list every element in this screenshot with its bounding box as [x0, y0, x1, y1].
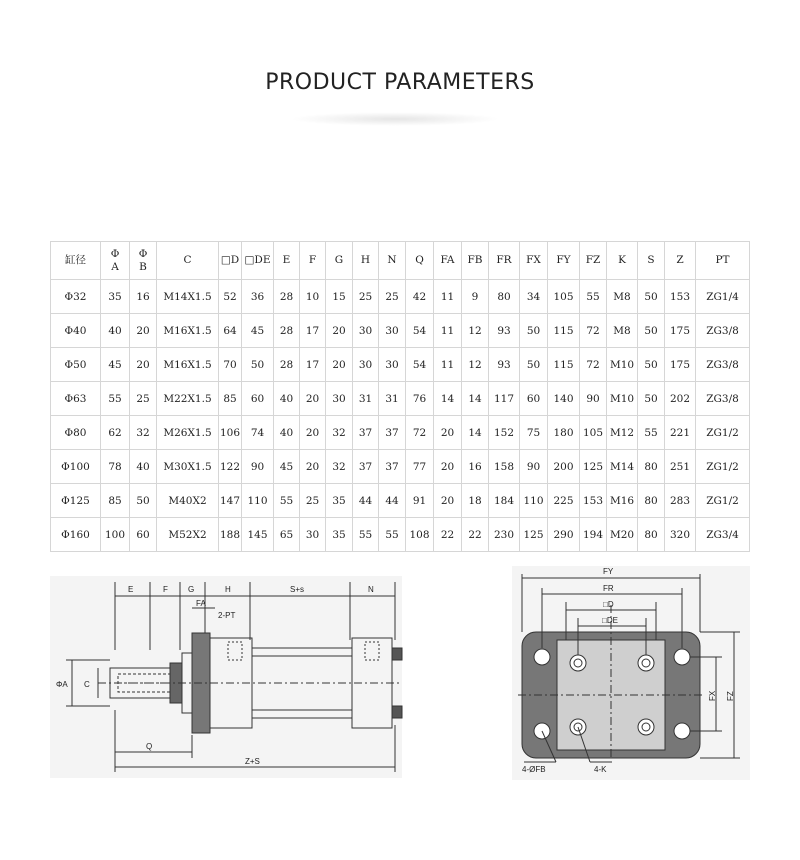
- table-cell: 28: [274, 348, 300, 382]
- table-cell: 115: [548, 314, 580, 348]
- table-cell: 11: [434, 314, 462, 348]
- table-cell: 17: [300, 314, 326, 348]
- table-cell: 9: [462, 280, 489, 314]
- table-cell: 31: [379, 382, 406, 416]
- table-cell: 184: [489, 484, 520, 518]
- column-header-label: H: [360, 254, 371, 266]
- table-cell: 74: [242, 416, 274, 450]
- table-row: [51, 280, 750, 314]
- column-header-label: Φ: [110, 247, 120, 260]
- table-cell: 52: [219, 280, 242, 314]
- table-cell: Φ32: [51, 280, 101, 314]
- column-header: [326, 242, 353, 280]
- dim-label-h: H: [225, 585, 231, 594]
- dim-label-e: E: [128, 585, 134, 594]
- table-cell: 153: [665, 280, 696, 314]
- table-cell: 30: [379, 348, 406, 382]
- table-cell: 188: [219, 518, 242, 552]
- table-cell: 20: [300, 416, 326, 450]
- table-cell: 72: [580, 314, 607, 348]
- table-cell: 36: [242, 280, 274, 314]
- table-cell: 225: [548, 484, 580, 518]
- column-header-label: 缸径: [65, 254, 86, 266]
- column-header: [607, 242, 638, 280]
- table-cell: 14: [462, 416, 489, 450]
- table-cell: M16X1.5: [157, 348, 219, 382]
- table-cell: M16: [607, 484, 638, 518]
- column-header-label: C: [183, 254, 192, 266]
- table-cell: M26X1.5: [157, 416, 219, 450]
- table-cell: 42: [406, 280, 434, 314]
- dim-label-g: G: [188, 585, 195, 594]
- table-cell: 115: [548, 348, 580, 382]
- column-header: [353, 242, 379, 280]
- table-cell: 55: [379, 518, 406, 552]
- table-cell: 44: [379, 484, 406, 518]
- table-row: [51, 314, 750, 348]
- column-header: [696, 242, 750, 280]
- table-cell: 31: [353, 382, 379, 416]
- table-cell: 40: [101, 314, 130, 348]
- table-cell: 50: [130, 484, 157, 518]
- table-cell: 65: [274, 518, 300, 552]
- table-cell: 85: [219, 382, 242, 416]
- table-cell: M10: [607, 382, 638, 416]
- table-cell: Φ80: [51, 416, 101, 450]
- column-header-label: FY: [556, 254, 571, 266]
- table-cell: 55: [101, 382, 130, 416]
- column-header: [462, 242, 489, 280]
- table-cell: 17: [300, 348, 326, 382]
- table-cell: Φ63: [51, 382, 101, 416]
- table-cell: 12: [462, 314, 489, 348]
- table-cell: M22X1.5: [157, 382, 219, 416]
- table-cell: 60: [130, 518, 157, 552]
- table-row: [51, 450, 750, 484]
- column-header-label: Φ: [138, 247, 148, 260]
- table-cell: 30: [300, 518, 326, 552]
- table-cell: 117: [489, 382, 520, 416]
- column-header-label: S: [647, 254, 655, 266]
- table-cell: 20: [434, 484, 462, 518]
- table-cell: ZG3/8: [696, 348, 750, 382]
- table-row: [51, 382, 750, 416]
- table-cell: 44: [353, 484, 379, 518]
- table-row: [51, 416, 750, 450]
- column-header-label: □DE: [244, 254, 271, 266]
- table-cell: 30: [326, 382, 353, 416]
- table-cell: 20: [130, 314, 157, 348]
- table-cell: 145: [242, 518, 274, 552]
- table-cell: 25: [300, 484, 326, 518]
- table-cell: ZG1/2: [696, 450, 750, 484]
- technical-drawings: [0, 560, 800, 790]
- table-cell: ZG1/2: [696, 484, 750, 518]
- table-cell: 50: [638, 314, 665, 348]
- column-header: [638, 242, 665, 280]
- table-cell: 90: [580, 382, 607, 416]
- table-cell: 22: [434, 518, 462, 552]
- table-cell: ZG3/4: [696, 518, 750, 552]
- table-cell: M14: [607, 450, 638, 484]
- column-header: [520, 242, 548, 280]
- column-header: [130, 242, 157, 280]
- column-header-label: G: [334, 254, 344, 266]
- table-cell: 100: [101, 518, 130, 552]
- table-cell: 55: [353, 518, 379, 552]
- table-cell: 283: [665, 484, 696, 518]
- table-cell: 93: [489, 314, 520, 348]
- column-header-label: PT: [715, 254, 730, 266]
- table-cell: 110: [242, 484, 274, 518]
- column-header: [665, 242, 696, 280]
- dim-label-s: S+s: [290, 585, 305, 594]
- table-cell: 55: [580, 280, 607, 314]
- table-cell: M8: [607, 280, 638, 314]
- dim-label-pt: 2-PT: [218, 611, 236, 620]
- table-row: [51, 348, 750, 382]
- table-cell: 110: [520, 484, 548, 518]
- dim-label-n: N: [368, 585, 374, 594]
- dim-label-d: □D: [603, 600, 614, 609]
- table-cell: 80: [489, 280, 520, 314]
- table-cell: 25: [130, 382, 157, 416]
- table-cell: 50: [638, 348, 665, 382]
- table-cell: 28: [274, 314, 300, 348]
- table-cell: 80: [638, 518, 665, 552]
- table-cell: 45: [274, 450, 300, 484]
- table-cell: Φ40: [51, 314, 101, 348]
- dim-label-fx: FX: [708, 690, 717, 701]
- table-cell: 37: [379, 416, 406, 450]
- table-cell: 50: [242, 348, 274, 382]
- table-cell: 20: [326, 314, 353, 348]
- table-cell: 40: [274, 382, 300, 416]
- dim-label-f: F: [163, 585, 168, 594]
- table-cell: 14: [434, 382, 462, 416]
- table-row: [51, 518, 750, 552]
- side-view-drawing: [50, 576, 402, 778]
- table-cell: 45: [101, 348, 130, 382]
- table-cell: M30X1.5: [157, 450, 219, 484]
- table-cell: 140: [548, 382, 580, 416]
- dim-label-a: ΦA: [56, 680, 68, 689]
- table-cell: 105: [580, 416, 607, 450]
- column-header-label: FR: [496, 254, 512, 266]
- table-cell: 12: [462, 348, 489, 382]
- table-cell: 202: [665, 382, 696, 416]
- table-cell: 11: [434, 348, 462, 382]
- table-cell: 64: [219, 314, 242, 348]
- table-cell: 32: [130, 416, 157, 450]
- table-header-row: [51, 242, 750, 280]
- table-cell: M16X1.5: [157, 314, 219, 348]
- table-cell: 80: [638, 450, 665, 484]
- dim-label-fa: FA: [196, 599, 206, 608]
- dim-label-z: Z+S: [245, 757, 260, 766]
- table-cell: 72: [580, 348, 607, 382]
- table-cell: 16: [130, 280, 157, 314]
- column-header-sublabel: B: [139, 260, 147, 273]
- table-cell: 158: [489, 450, 520, 484]
- column-header-label: FB: [467, 254, 483, 266]
- column-header: [580, 242, 607, 280]
- table-cell: M12: [607, 416, 638, 450]
- table-cell: 34: [520, 280, 548, 314]
- table-cell: M20: [607, 518, 638, 552]
- table-cell: 10: [300, 280, 326, 314]
- table-cell: 251: [665, 450, 696, 484]
- table-cell: 175: [665, 314, 696, 348]
- table-cell: 221: [665, 416, 696, 450]
- table-cell: 20: [130, 348, 157, 382]
- table-cell: M40X2: [157, 484, 219, 518]
- table-cell: 62: [101, 416, 130, 450]
- table-cell: 230: [489, 518, 520, 552]
- table-cell: 37: [353, 450, 379, 484]
- table-cell: Φ50: [51, 348, 101, 382]
- table-cell: 290: [548, 518, 580, 552]
- table-cell: 35: [326, 518, 353, 552]
- page-title: PRODUCT PARAMETERS: [265, 70, 535, 95]
- table-cell: Φ125: [51, 484, 101, 518]
- column-header-label: K: [618, 254, 626, 266]
- table-cell: 147: [219, 484, 242, 518]
- table-cell: 76: [406, 382, 434, 416]
- table-cell: 93: [489, 348, 520, 382]
- table-cell: 40: [130, 450, 157, 484]
- column-header-sublabel: A: [111, 260, 119, 273]
- table-cell: 77: [406, 450, 434, 484]
- dim-label-fr: FR: [603, 584, 614, 593]
- table-cell: 60: [242, 382, 274, 416]
- table-cell: 60: [520, 382, 548, 416]
- table-cell: 14: [462, 382, 489, 416]
- dim-label-fb: 4-ØFB: [522, 765, 546, 774]
- table-cell: Φ100: [51, 450, 101, 484]
- table-cell: 153: [580, 484, 607, 518]
- column-header-label: N: [387, 254, 397, 266]
- table-cell: 106: [219, 416, 242, 450]
- dim-label-fy: FY: [603, 567, 614, 576]
- table-cell: 50: [520, 314, 548, 348]
- column-header: [219, 242, 242, 280]
- table-cell: 28: [274, 280, 300, 314]
- table-cell: 80: [638, 484, 665, 518]
- table-cell: ZG1/2: [696, 416, 750, 450]
- table-cell: 11: [434, 280, 462, 314]
- table-cell: 30: [353, 314, 379, 348]
- table-cell: 30: [379, 314, 406, 348]
- table-cell: 122: [219, 450, 242, 484]
- table-cell: 18: [462, 484, 489, 518]
- table-cell: 55: [274, 484, 300, 518]
- table-cell: 25: [353, 280, 379, 314]
- column-header-label: E: [282, 254, 291, 266]
- title-underline-shadow: [290, 112, 500, 126]
- column-header: [300, 242, 326, 280]
- table-cell: 54: [406, 348, 434, 382]
- column-header-label: FX: [526, 254, 541, 266]
- table-cell: 125: [520, 518, 548, 552]
- table-cell: 20: [300, 450, 326, 484]
- column-header: [274, 242, 300, 280]
- table-cell: 54: [406, 314, 434, 348]
- column-header-label: Z: [676, 254, 684, 266]
- table-cell: 194: [580, 518, 607, 552]
- table-cell: ZG3/8: [696, 314, 750, 348]
- table-cell: 30: [353, 348, 379, 382]
- dim-label-q: Q: [146, 742, 153, 751]
- column-header-label: □D: [220, 254, 240, 266]
- table-cell: 15: [326, 280, 353, 314]
- table-cell: 72: [406, 416, 434, 450]
- table-cell: 20: [434, 450, 462, 484]
- table-cell: 32: [326, 416, 353, 450]
- table-cell: 125: [580, 450, 607, 484]
- table-cell: 22: [462, 518, 489, 552]
- dim-label-de: □DE: [602, 616, 618, 625]
- column-header: [379, 242, 406, 280]
- column-header: [157, 242, 219, 280]
- column-header: [406, 242, 434, 280]
- table-cell: M52X2: [157, 518, 219, 552]
- table-cell: 320: [665, 518, 696, 552]
- table-cell: 25: [379, 280, 406, 314]
- column-header-label: F: [308, 254, 317, 266]
- column-header: [51, 242, 101, 280]
- table-cell: M14X1.5: [157, 280, 219, 314]
- table-cell: 20: [300, 382, 326, 416]
- column-header: [242, 242, 274, 280]
- table-cell: 108: [406, 518, 434, 552]
- table-cell: 90: [520, 450, 548, 484]
- table-cell: 85: [101, 484, 130, 518]
- dim-label-k: 4-K: [594, 765, 607, 774]
- table-cell: 105: [548, 280, 580, 314]
- column-header: [548, 242, 580, 280]
- front-view-drawing: [512, 566, 750, 780]
- column-header: [101, 242, 130, 280]
- table-cell: 20: [434, 416, 462, 450]
- column-header-label: FA: [440, 254, 455, 266]
- column-header-label: Q: [415, 254, 424, 266]
- table-cell: 55: [638, 416, 665, 450]
- table-cell: 35: [101, 280, 130, 314]
- table-cell: 50: [520, 348, 548, 382]
- table-cell: 91: [406, 484, 434, 518]
- table-cell: 35: [326, 484, 353, 518]
- table-cell: 37: [353, 416, 379, 450]
- table-cell: 50: [638, 280, 665, 314]
- table-cell: 16: [462, 450, 489, 484]
- table-cell: M8: [607, 314, 638, 348]
- column-header: [434, 242, 462, 280]
- table-cell: ZG1/4: [696, 280, 750, 314]
- column-header-label: FZ: [585, 254, 601, 266]
- parameters-table: [50, 241, 750, 552]
- table-cell: Φ160: [51, 518, 101, 552]
- table-cell: 37: [379, 450, 406, 484]
- table-cell: 175: [665, 348, 696, 382]
- table-cell: M10: [607, 348, 638, 382]
- table-cell: 90: [242, 450, 274, 484]
- table-row: [51, 484, 750, 518]
- table-cell: 152: [489, 416, 520, 450]
- table-cell: 50: [638, 382, 665, 416]
- column-header: [489, 242, 520, 280]
- dim-label-fz: FZ: [726, 691, 735, 701]
- table-cell: 40: [274, 416, 300, 450]
- table-cell: 70: [219, 348, 242, 382]
- dim-label-c: C: [84, 680, 90, 689]
- table-cell: 20: [326, 348, 353, 382]
- table-cell: 180: [548, 416, 580, 450]
- table-cell: 200: [548, 450, 580, 484]
- table-cell: ZG3/8: [696, 382, 750, 416]
- table-cell: 78: [101, 450, 130, 484]
- table-cell: 32: [326, 450, 353, 484]
- table-cell: 45: [242, 314, 274, 348]
- table-cell: 75: [520, 416, 548, 450]
